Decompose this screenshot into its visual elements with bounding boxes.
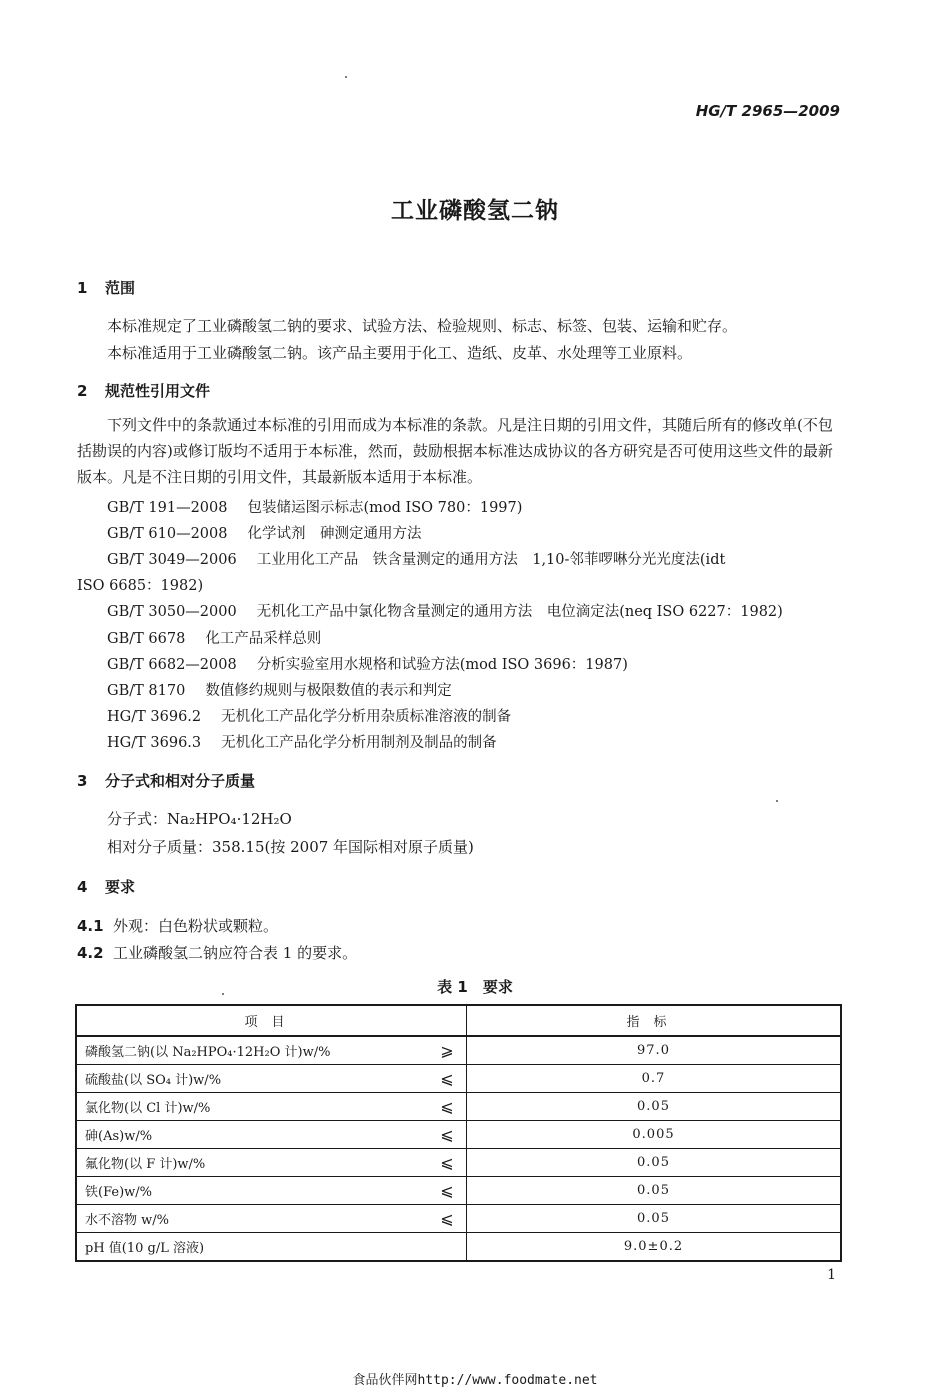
section-3-heading xyxy=(77,770,255,791)
table-header-row xyxy=(76,1005,841,1036)
reference-title: 无机化工产品中氯化物含量测定的通用方法 电位滴定法(neq ISO 6227：1982) xyxy=(256,604,783,620)
reference-title: 包装储运图示标志(mod ISO 780：1997) xyxy=(247,500,523,516)
relation-cell: ⩽ xyxy=(428,1121,467,1149)
clause-number: 4.1 xyxy=(77,917,104,935)
table-caption: 表 1 要求 xyxy=(437,978,513,996)
relation-cell: ⩽ xyxy=(428,1177,467,1205)
table-row xyxy=(76,1036,841,1065)
reference-code: GB/T 8170 xyxy=(107,683,186,699)
paragraph: 本标准规定了工业磷酸氢二钠的要求、试验方法、检验规则、标志、标签、包装、运输和贮存。 xyxy=(107,317,738,335)
reference-code: GB/T 3049—2006 xyxy=(107,552,237,568)
clause-text: 外观：白色粉状或颗粒。 xyxy=(113,917,279,935)
reference-title: 无机化工产品化学分析用制剂及制品的制备 xyxy=(221,735,497,751)
reference-title: 化学试剂 砷测定通用方法 xyxy=(247,526,422,542)
reference-code: GB/T 6678 xyxy=(107,631,186,647)
section-title: 范围 xyxy=(105,279,136,297)
item-cell: 硫酸盐(以 SO₄ 计)w/% xyxy=(76,1065,428,1093)
reference-code: GB/T 6682—2008 xyxy=(107,657,237,673)
section-number: 1 xyxy=(77,279,88,297)
value-cell: 0.05 xyxy=(467,1149,842,1177)
item-cell: 砷(As)w/% xyxy=(76,1121,428,1149)
value-cell: 0.05 xyxy=(467,1093,842,1121)
relation-cell: ⩽ xyxy=(428,1093,467,1121)
value-cell: 97.0 xyxy=(467,1036,842,1065)
reference-title: 无机化工产品化学分析用杂质标准溶液的制备 xyxy=(221,709,512,725)
reference-item xyxy=(107,627,321,648)
relation-cell: ⩽ xyxy=(428,1149,467,1177)
reference-item xyxy=(107,548,725,569)
value-cell: 0.05 xyxy=(467,1205,842,1233)
table-row xyxy=(76,1065,841,1093)
document-title: 工业磷酸氢二钠 xyxy=(391,198,559,224)
table-row xyxy=(76,1121,841,1149)
relation-cell: ⩽ xyxy=(428,1065,467,1093)
molecular-mass: 相对分子质量：358.15(按 2007 年国际相对原子质量) xyxy=(107,838,474,856)
relation-cell xyxy=(428,1233,467,1262)
section-title: 要求 xyxy=(105,878,136,896)
section-number: 2 xyxy=(77,382,88,400)
clause-4-1 xyxy=(77,915,278,936)
value-cell: 0.05 xyxy=(467,1177,842,1205)
molecular-formula: 分子式：Na₂HPO₄·12H₂O xyxy=(107,810,292,828)
reference-code: GB/T 610—2008 xyxy=(107,526,228,542)
value-cell: 0.005 xyxy=(467,1121,842,1149)
relation-cell: ⩾ xyxy=(428,1036,467,1065)
requirements-table xyxy=(75,1004,842,1262)
standard-code: HG/T 2965—2009 xyxy=(695,102,840,120)
reference-code: HG/T 3696.3 xyxy=(107,735,202,751)
table-row xyxy=(76,1149,841,1177)
reference-item xyxy=(107,653,628,674)
paragraph: 本标准适用于工业磷酸氢二钠。该产品主要用于化工、造纸、皮革、水处理等工业原料。 xyxy=(107,344,693,362)
item-cell: 铁(Fe)w/% xyxy=(76,1177,428,1205)
item-cell: 磷酸氢二钠(以 Na₂HPO₄·12H₂O 计)w/% xyxy=(76,1036,428,1065)
reference-item xyxy=(107,496,522,517)
section-title: 规范性引用文件 xyxy=(105,382,211,400)
reference-item xyxy=(107,731,497,752)
table-row xyxy=(76,1233,841,1262)
references-intro: 下列文件中的条款通过本标准的引用而成为本标准的条款。凡是注日期的引用文件，其随后所有的修改单(不包括勘误的内容)或修订版均不适用于本标准，然而，鼓励根据本标准达成协议的各方研究是否可使用这些文件的最新版本。凡是不注日期的引用文件，其最新版本适用于本标准。 xyxy=(77,416,833,486)
reference-title: 数值修约规则与极限数值的表示和判定 xyxy=(205,683,452,699)
clause-text: 工业磷酸氢二钠应符合表 1 的要求。 xyxy=(113,944,358,962)
clause-number: 4.2 xyxy=(77,944,104,962)
reference-code: HG/T 3696.2 xyxy=(107,709,202,725)
reference-code: GB/T 3050—2000 xyxy=(107,604,237,620)
footer-watermark: 食品伙伴网http://www.foodmate.net xyxy=(352,1373,598,1388)
section-4-heading xyxy=(77,876,135,897)
scan-speck xyxy=(345,76,347,78)
reference-title: 化工产品采样总则 xyxy=(205,631,322,647)
reference-item xyxy=(107,522,421,543)
reference-title: 分析实验室用水规格和试验方法(mod ISO 3696：1987) xyxy=(256,657,628,673)
reference-code: GB/T 191—2008 xyxy=(107,500,228,516)
page-number: 1 xyxy=(827,1267,836,1283)
section-number: 3 xyxy=(77,772,88,790)
column-header-value: 指标 xyxy=(467,1005,842,1036)
reference-item xyxy=(107,600,783,621)
table-row xyxy=(76,1205,841,1233)
scan-speck xyxy=(776,800,778,802)
item-cell: 水不溶物 w/% xyxy=(76,1205,428,1233)
value-cell: 0.7 xyxy=(467,1065,842,1093)
table-row xyxy=(76,1093,841,1121)
value-cell: 9.0±0.2 xyxy=(467,1233,842,1262)
column-header-item: 项目 xyxy=(76,1005,467,1036)
item-cell: 氯化物(以 Cl 计)w/% xyxy=(76,1093,428,1121)
item-cell: 氟化物(以 F 计)w/% xyxy=(76,1149,428,1177)
section-number: 4 xyxy=(77,878,88,896)
clause-4-2 xyxy=(77,942,357,963)
reference-item xyxy=(107,679,452,700)
relation-cell: ⩽ xyxy=(428,1205,467,1233)
reference-item xyxy=(107,705,511,726)
section-title: 分子式和相对分子质量 xyxy=(105,772,256,790)
item-cell: pH 值(10 g/L 溶液) xyxy=(76,1233,428,1262)
section-2-heading xyxy=(77,380,210,401)
reference-continuation: ISO 6685：1982) xyxy=(77,578,204,594)
reference-title: 工业用化工产品 铁含量测定的通用方法 1,10-邻菲啰啉分光光度法(idt xyxy=(256,552,726,568)
section-1-heading xyxy=(77,277,135,298)
table-row xyxy=(76,1177,841,1205)
